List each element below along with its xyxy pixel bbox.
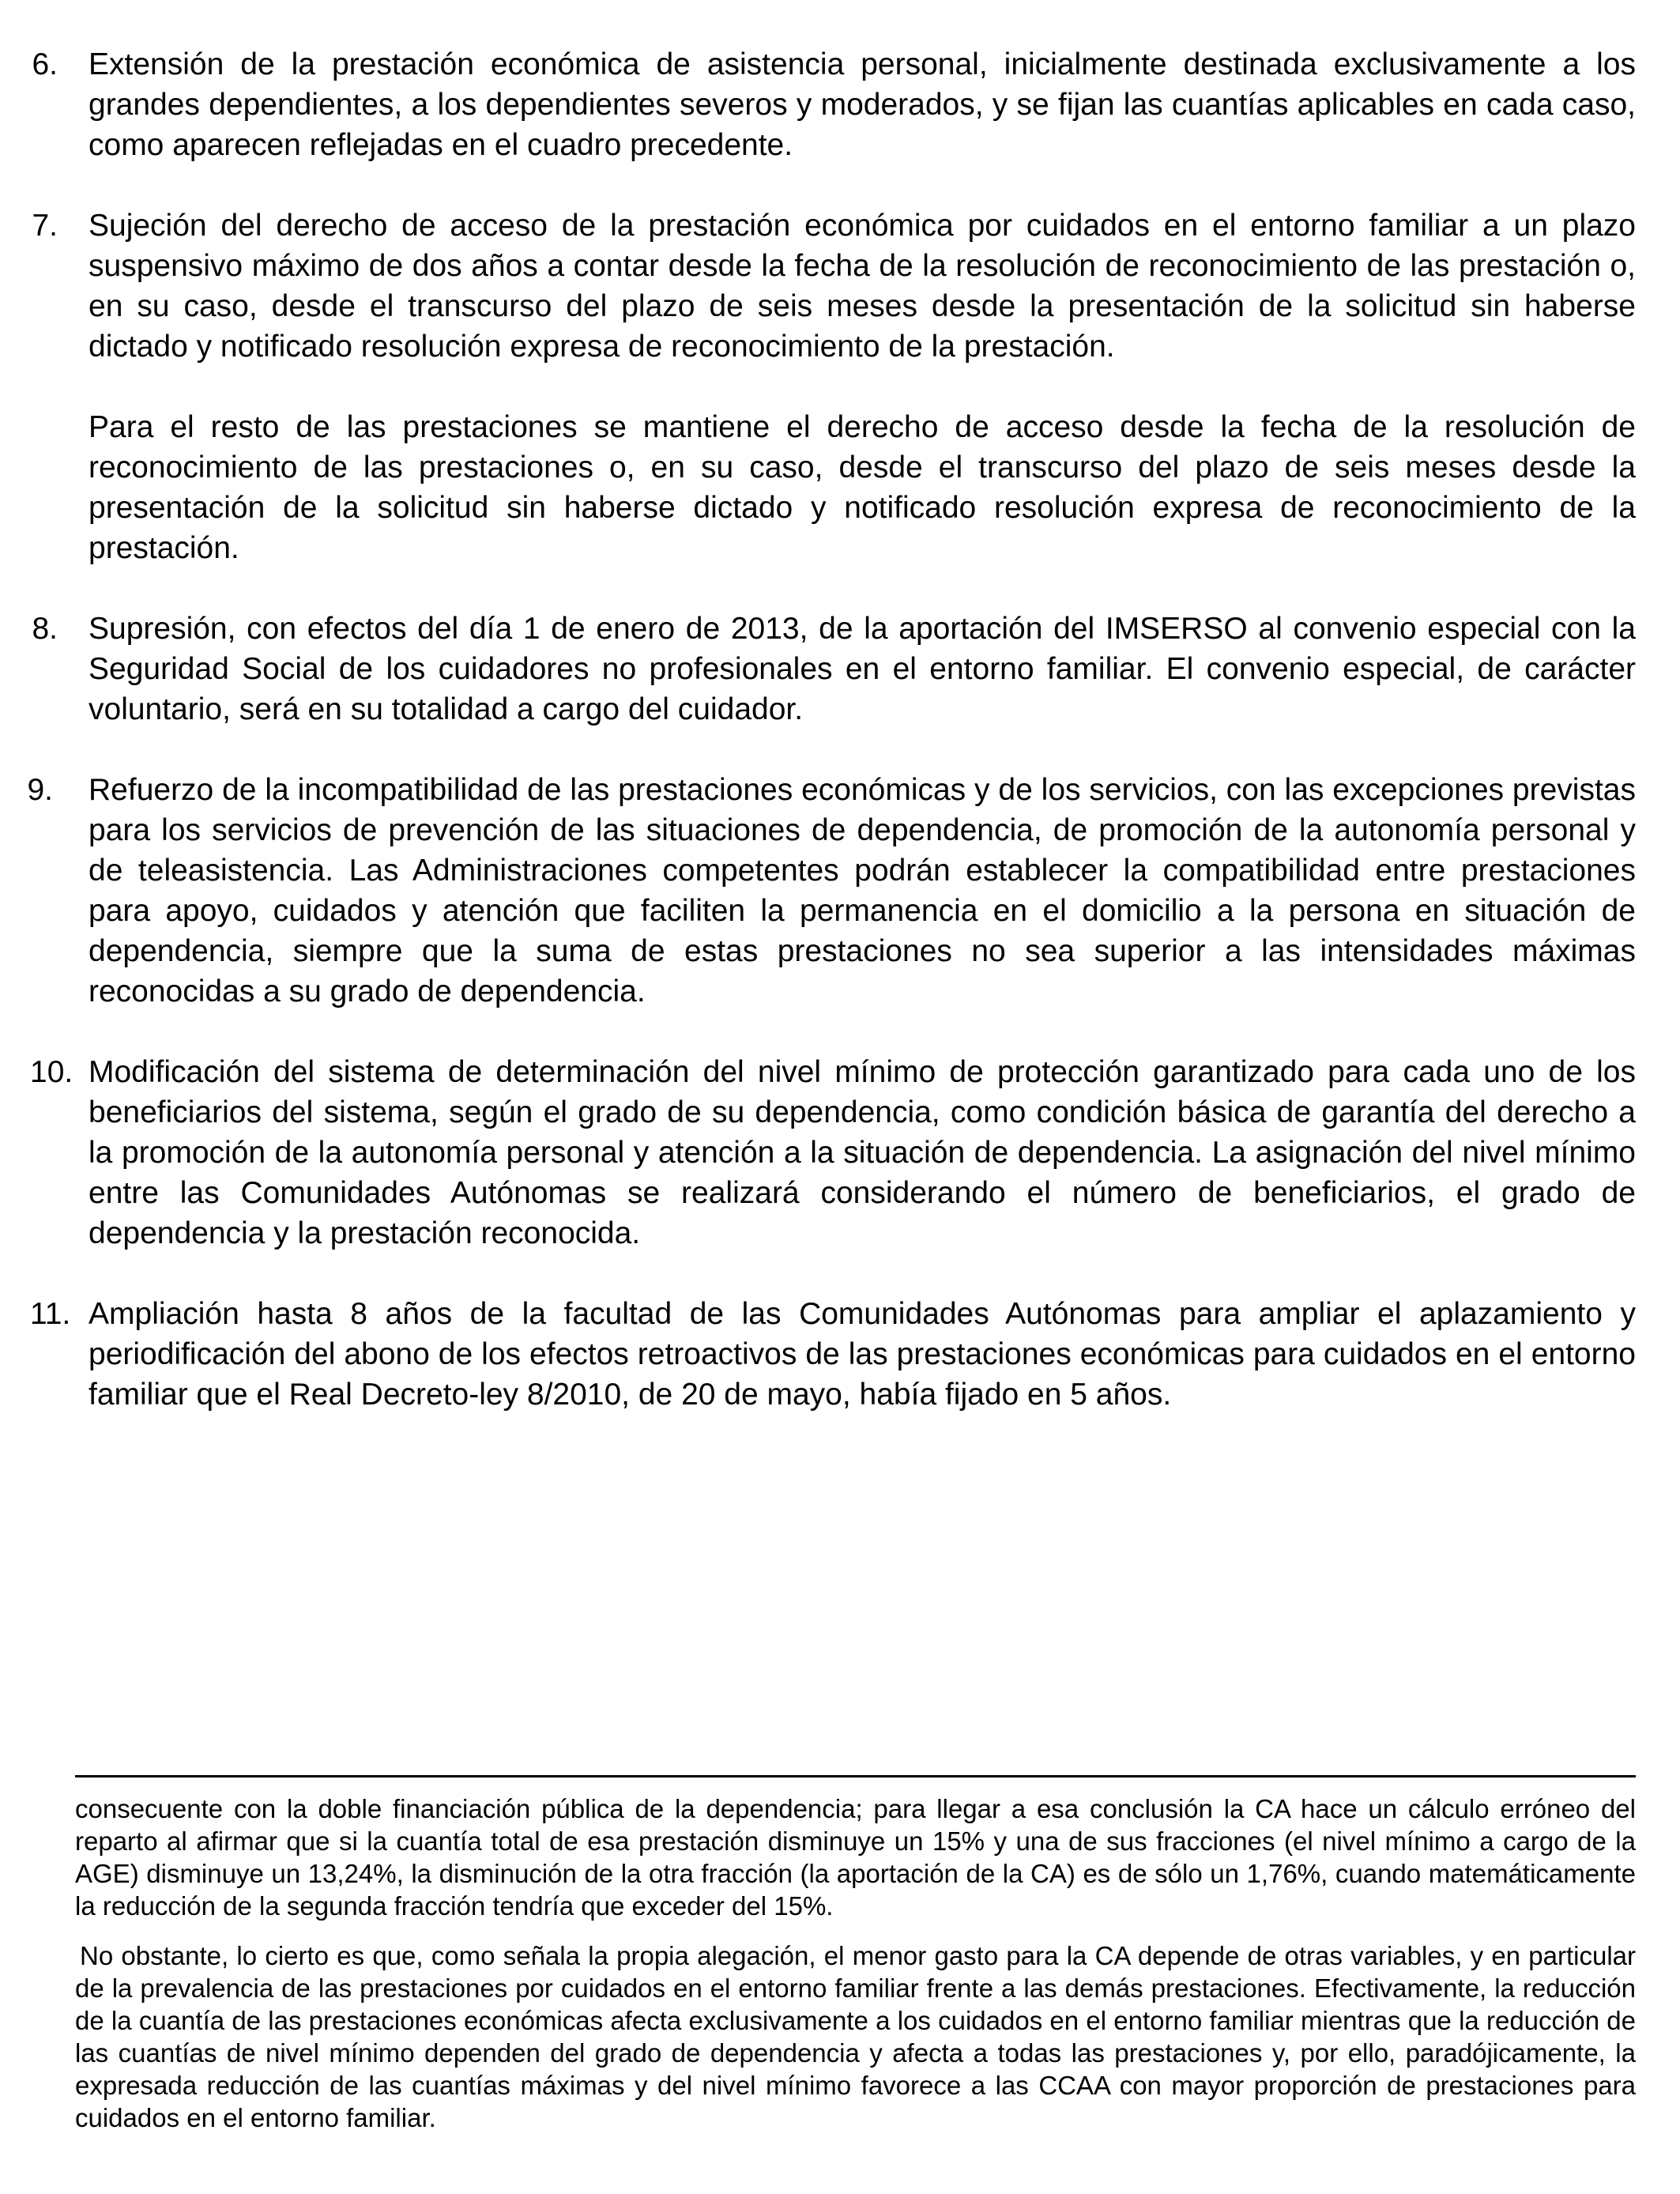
list-item-text: Extensión de la prestación económica de asistencia personal, inicialmente destinada exclusivamente a los grandes dependientes, a los dependientes severos y moderados, y se fijan las cuantías aplicables en cada caso, como aparecen reflejadas en el cuadro precedente. bbox=[89, 47, 1636, 162]
list-item-text: Para el resto de las prestaciones se mantiene el derecho de acceso desde la fecha de la resolución de reconocimiento de las prestaciones o, en su caso, desde el transcurso del plazo de seis meses desde la presentación de la solicitud sin haberse dictado y notificado resolución expresa de reconocimiento de la prestación. bbox=[89, 410, 1636, 565]
list-item-text: Ampliación hasta 8 años de la facultad de las Comunidades Autónomas para ampliar el aplazamiento y periodificación del abono de los efectos retroactivos de las prestaciones económicas para cuidados en el entorno familiar que el Real Decreto-ley 8/2010, de 20 de mayo, había fijado en 5 años. bbox=[89, 1297, 1636, 1412]
list-item-8 bbox=[28, 609, 1636, 729]
list-number: 6. bbox=[32, 47, 58, 81]
footnote-divider bbox=[75, 1775, 1636, 1777]
footnotes bbox=[75, 1793, 1636, 2134]
list-number: 8. bbox=[32, 612, 58, 646]
list-item-7 bbox=[28, 205, 1636, 568]
footnote-paragraph: consecuente con la doble financiación pública de la dependencia; para llegar a esa conclusión la CA hace un cálculo erróneo del reparto al afirmar que si la cuantía total de esa prestación disminuye un 15% y una de sus fracciones (el nivel mínimo a cargo de la AGE) disminuye un 13,24%, la disminución de la otra fracción (la aportación de la CA) es de sólo un 1,76%, cuando matemáticamente la reducción de la segunda fracción tendría que exceder del 15%. bbox=[75, 1794, 1636, 1921]
list-item-text: Modificación del sistema de determinación del nivel mínimo de protección garantizado para cada uno de los beneficiarios del sistema, según el grado de su dependencia, como condición básica de garantía del derecho a la promoción de la autonomía personal y atención a la situación de dependencia. La asignación del nivel mínimo entre las Comunidades Autónomas se realizará considerando el número de beneficiarios, el grado de dependencia y la prestación reconocida. bbox=[89, 1055, 1636, 1250]
list-number: 10. bbox=[30, 1055, 73, 1089]
list-number: 7. bbox=[32, 209, 58, 243]
list-item-11 bbox=[28, 1294, 1636, 1415]
list-item-text: Supresión, con efectos del día 1 de enero de 2013, de la aportación del IMSERSO al convenio especial con la Seguridad Social de los cuidadores no profesionales en el entorno familiar. El convenio especial, de carácter voluntario, será en su totalidad a cargo del cuidador. bbox=[89, 612, 1636, 726]
list-item-10 bbox=[28, 1052, 1636, 1253]
list-number: 9. bbox=[27, 773, 53, 807]
list-item-text: Sujeción del derecho de acceso de la prestación económica por cuidados en el entorno familiar a un plazo suspensivo máximo de dos años a contar desde la fecha de la resolución de reconocimiento de las prestación o, en su caso, desde el transcurso del plazo de seis meses desde la presentación de la solicitud sin haberse dictado y notificado resolución expresa de reconocimiento de la prestación. bbox=[89, 209, 1636, 364]
footnote-paragraph: No obstante, lo cierto es que, como señala la propia alegación, el menor gasto para la CA depende de otras variables, y en particular de la prevalencia de las prestaciones por cuidados en el entorno familiar frente a las demás prestaciones. Efectivamente, la reducción de la cuantía de las prestaciones económicas afecta exclusivamente a los cuidados en el entorno familiar mientras que la reducción de las cuantías de nivel mínimo dependen del grado de dependencia y afecta a todas las prestaciones y, por ello, paradójicamente, la expresada reducción de las cuantías máximas y del nivel mínimo favorece a las CCAA con mayor proporción de prestaciones para cuidados en el entorno familiar. bbox=[75, 1941, 1636, 2132]
list-item-9 bbox=[28, 770, 1636, 1012]
document-body bbox=[28, 44, 1636, 1455]
list-number: 11. bbox=[30, 1297, 71, 1331]
list-item-6 bbox=[28, 44, 1636, 165]
list-item-text: Refuerzo de la incompatibilidad de las prestaciones económicas y de los servicios, con las excepciones previstas para los servicios de prevención de las situaciones de dependencia, de promoción de la autonomía personal y de teleasistencia. Las Administraciones competentes podrán establecer la compatibilidad entre prestaciones para apoyo, cuidados y atención que faciliten la permanencia en el domicilio a la persona en situación de dependencia, siempre que la suma de estas prestaciones no sea superior a las intensidades máximas reconocidas a su grado de dependencia. bbox=[89, 773, 1636, 1008]
